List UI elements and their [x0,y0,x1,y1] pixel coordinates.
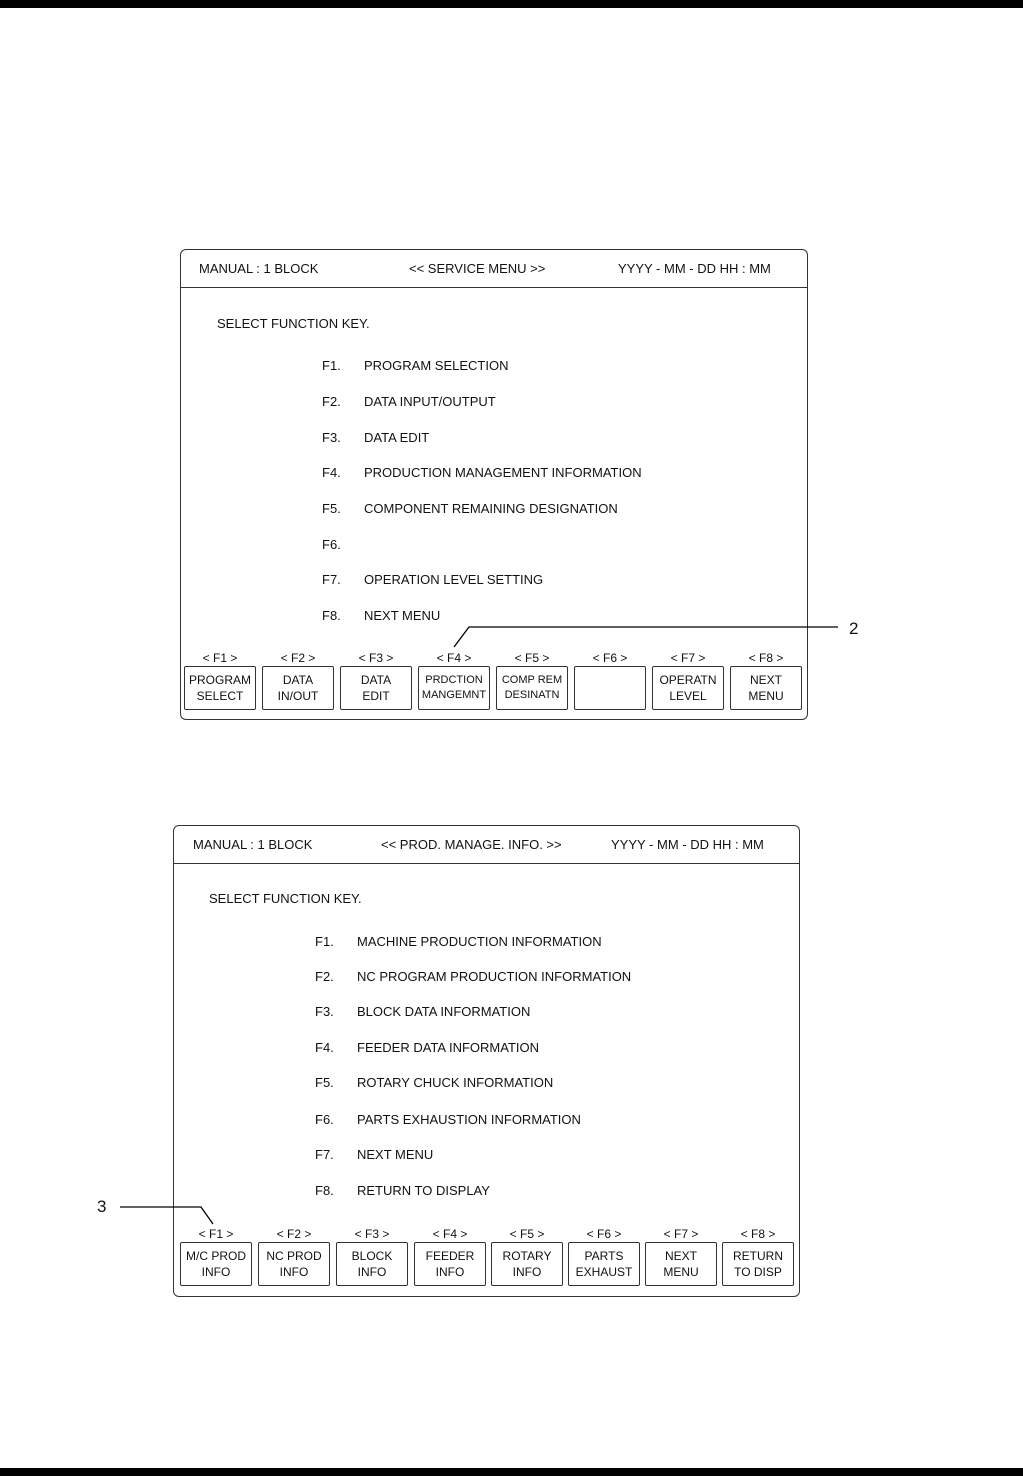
date-time: YYYY - MM - DD HH : MM [618,261,771,276]
fkey-label-f4: < F4 > [436,651,472,665]
fkey-label-f8: < F8 > [740,1227,776,1241]
fkey-label-f8: < F8 > [748,651,784,665]
callout-3-leader [120,1207,213,1224]
data-in-out-button[interactable]: DATA IN/OUT [262,666,334,710]
fkey-label-f4: < F4 > [432,1227,468,1241]
fkey-label-f5: < F5 > [514,651,550,665]
rotary-info-button[interactable]: ROTARY INFO [491,1242,563,1286]
fkey-label-f2: < F2 > [276,1227,312,1241]
parts-exhaust-button[interactable]: PARTS EXHAUST [568,1242,640,1286]
next-menu-button[interactable]: NEXT MENU [645,1242,717,1286]
feeder-info-button[interactable]: FEEDER INFO [414,1242,486,1286]
nc-prod-info-button[interactable]: NC PROD INFO [258,1242,330,1286]
service-menu-screen: MANUAL : 1 BLOCK << SERVICE MENU >> YYYY - MM - DD HH : MM SELECT FUNCTION KEY. F1. PROGRAM SELECTION F2. DATA INPUT/OUTPUT F3. DATA EDIT F4. PRODUCTION MANAGEMENT INFORMATION F5. COMPONENT REMAINING DESIGNATION F6. F7. OPERATION LEVEL SETTING F8. NEXT MENU < F1 > < F2 > < F3 > < F4 > < F5 > < F6 > < F7 > < F8 > PROGRAM SELECT DATA IN/OUT DATA EDIT PRDCTION MANGEMNT COMP REM DESINATN OPERATN LEVEL NEXT MENU [180,249,808,720]
fkey-label-f7: < F7 > [670,651,706,665]
fkey-label-f6: < F6 > [592,651,628,665]
date-time: YYYY - MM - DD HH : MM [611,837,764,852]
mc-prod-info-button[interactable]: M/C PROD INFO [180,1242,252,1286]
return-to-disp-button[interactable]: RETURN TO DISP [722,1242,794,1286]
callout-2-leader [454,627,838,647]
callout-3-number: 3 [97,1197,107,1216]
comp-rem-designation-button[interactable]: COMP REM DESINATN [496,666,568,710]
mode-indicator: MANUAL : 1 BLOCK [199,261,319,276]
fkey-label-f1: < F1 > [202,651,238,665]
next-menu-button[interactable]: NEXT MENU [730,666,802,710]
fkey-label-f5: < F5 > [509,1227,545,1241]
production-management-button[interactable]: PRDCTION MANGEMNT [418,666,490,710]
callout-2-number: 2 [849,619,859,638]
fkey-label-f3: < F3 > [358,651,394,665]
screen-title: << SERVICE MENU >> [409,261,546,276]
fkey-label-f6: < F6 > [586,1227,622,1241]
fkey-label-f2: < F2 > [280,651,316,665]
fkey-label-f3: < F3 > [354,1227,390,1241]
fkey-label-f7: < F7 > [663,1227,699,1241]
bottom-rule [0,1468,1023,1476]
screen-title: << PROD. MANAGE. INFO. >> [381,837,562,852]
select-prompt: SELECT FUNCTION KEY. [209,891,362,906]
block-info-button[interactable]: BLOCK INFO [336,1242,408,1286]
fkey-label-f1: < F1 > [198,1227,234,1241]
data-edit-button[interactable]: DATA EDIT [340,666,412,710]
mode-indicator: MANUAL : 1 BLOCK [193,837,313,852]
select-prompt: SELECT FUNCTION KEY. [217,316,370,331]
operation-level-button[interactable]: OPERATN LEVEL [652,666,724,710]
prod-manage-info-screen: MANUAL : 1 BLOCK << PROD. MANAGE. INFO. >> YYYY - MM - DD HH : MM SELECT FUNCTION KEY. F1. MACHINE PRODUCTION INFORMATION F2. NC PROGRAM PRODUCTION INFORMATION F3. BLOCK DATA INFORMATION F4. FEEDER DATA INFORMATION F5. ROTARY CHUCK INFORMATION F6. PARTS EXHAUSTION INFORMATION F7. NEXT MENU F8. RETURN TO DISPLAY < F1 > < F2 > < F3 > < F4 > < F5 > < F6 > < F7 > < F8 > M/C PROD INFO NC PROD INFO BLOCK INFO FEEDER INFO ROTARY INFO PARTS EXHAUST NEXT MENU RETURN TO DISP [173,825,800,1297]
program-select-button[interactable]: PROGRAM SELECT [184,666,256,710]
